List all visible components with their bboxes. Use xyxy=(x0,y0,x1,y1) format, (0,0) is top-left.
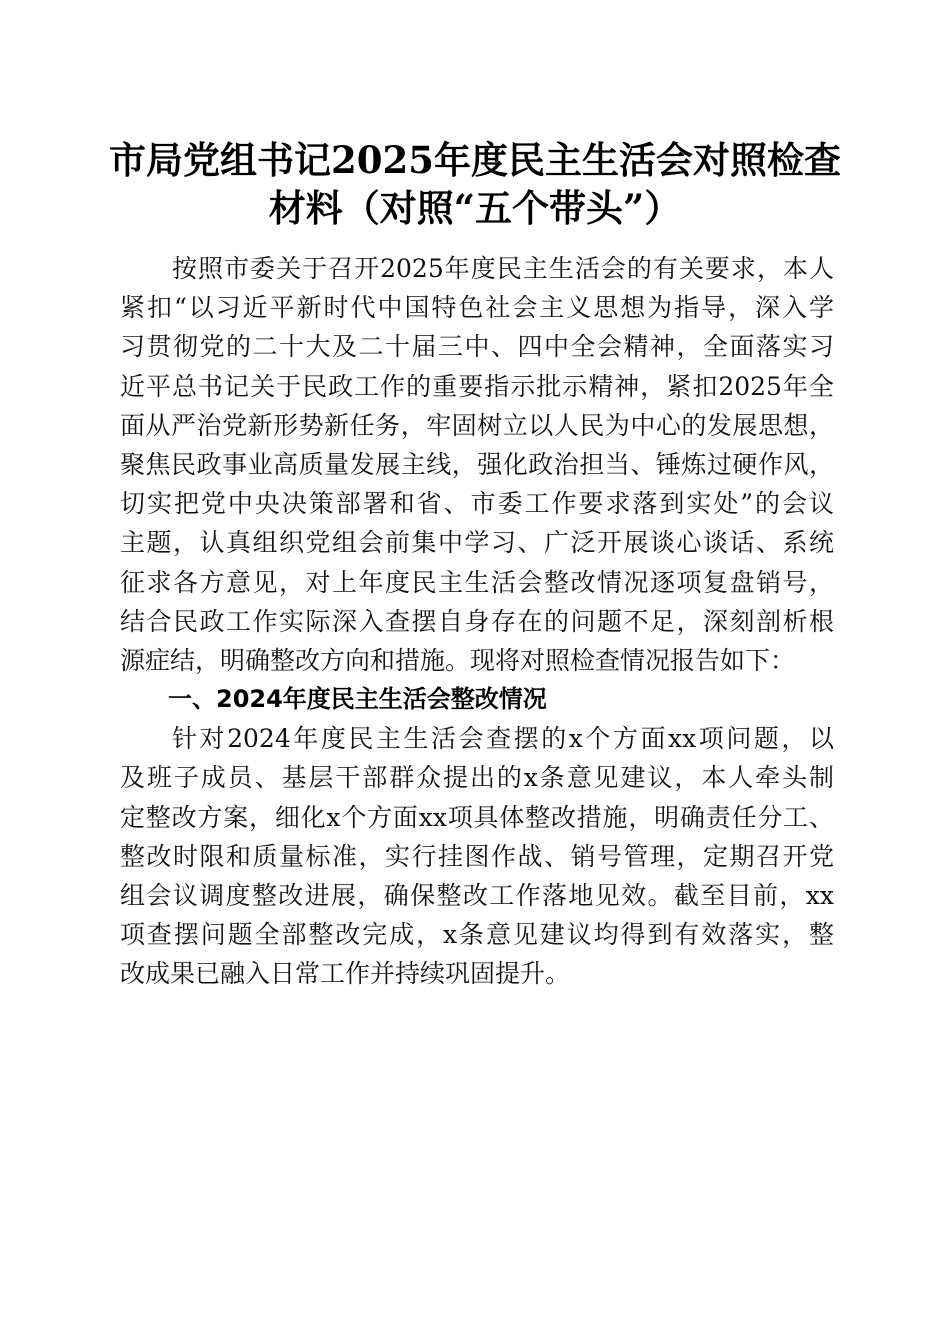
text-line: 聚焦民政事业高质量发展主线，强化政治担当、锤炼过硬作风， xyxy=(120,449,834,479)
text-line: 组会议调度整改进展，确保整改工作落地见效。截至目前，xx xyxy=(120,881,834,910)
title-line: 市局党组书记2025年度民主生活会对照检查 xyxy=(109,138,841,182)
document-title xyxy=(100,136,850,232)
paragraph-intro xyxy=(120,249,834,680)
text-line: 定整改方案，细化x个方面xx项具体整改措施，明确责任分工、 xyxy=(120,802,834,832)
paragraph-rectification xyxy=(120,719,834,993)
text-line: 紧扣“以习近平新时代中国特色社会主义思想为指导，深入学 xyxy=(120,293,834,323)
document-body xyxy=(120,249,834,994)
text-line: 习贯彻党的二十大及二十届三中、四中全会精神，全面落实习 xyxy=(120,332,834,362)
section-heading: 一、2024年度民主生活会整改情况 xyxy=(168,685,547,714)
text-line: 征求各方意见，对上年度民主生活会整改情况逐项复盘销号， xyxy=(120,567,834,597)
text-line: 整改时限和质量标准，实行挂图作战、销号管理，定期召开党 xyxy=(120,841,834,871)
text-line: 及班子成员、基层干部群众提出的x条意见建议，本人牵头制 xyxy=(120,763,834,793)
text-line: 项查摆问题全部整改完成，x条意见建议均得到有效落实，整 xyxy=(120,920,834,950)
text-line: 结合民政工作实际深入查摆自身存在的问题不足，深刻剖析根 xyxy=(120,606,834,636)
text-line: 面从严治党新形势新任务，牢固树立以人民为中心的发展思想， xyxy=(120,410,834,440)
text-line: 按照市委关于召开2025年度民主生活会的有关要求，本人 xyxy=(172,254,834,283)
text-line: 针对2024年度民主生活会查摆的x个方面xx项问题，以 xyxy=(172,724,834,754)
text-line: 主题，认真组织党组会前集中学习、广泛开展谈心谈话、系统 xyxy=(120,528,834,558)
text-line: 近平总书记关于民政工作的重要指示批示精神，紧扣2025年全 xyxy=(120,371,834,401)
title-line: 材料（对照“五个带头”） xyxy=(268,186,682,230)
text-line: 源症结，明确整改方向和措施。现将对照检查情况报告如下： xyxy=(120,645,796,675)
text-line: 切实把党中央决策部署和省、市委工作要求落到实处”的会议 xyxy=(120,489,834,519)
text-line: 改成果已融入日常工作并持续巩固提升。 xyxy=(120,959,571,989)
